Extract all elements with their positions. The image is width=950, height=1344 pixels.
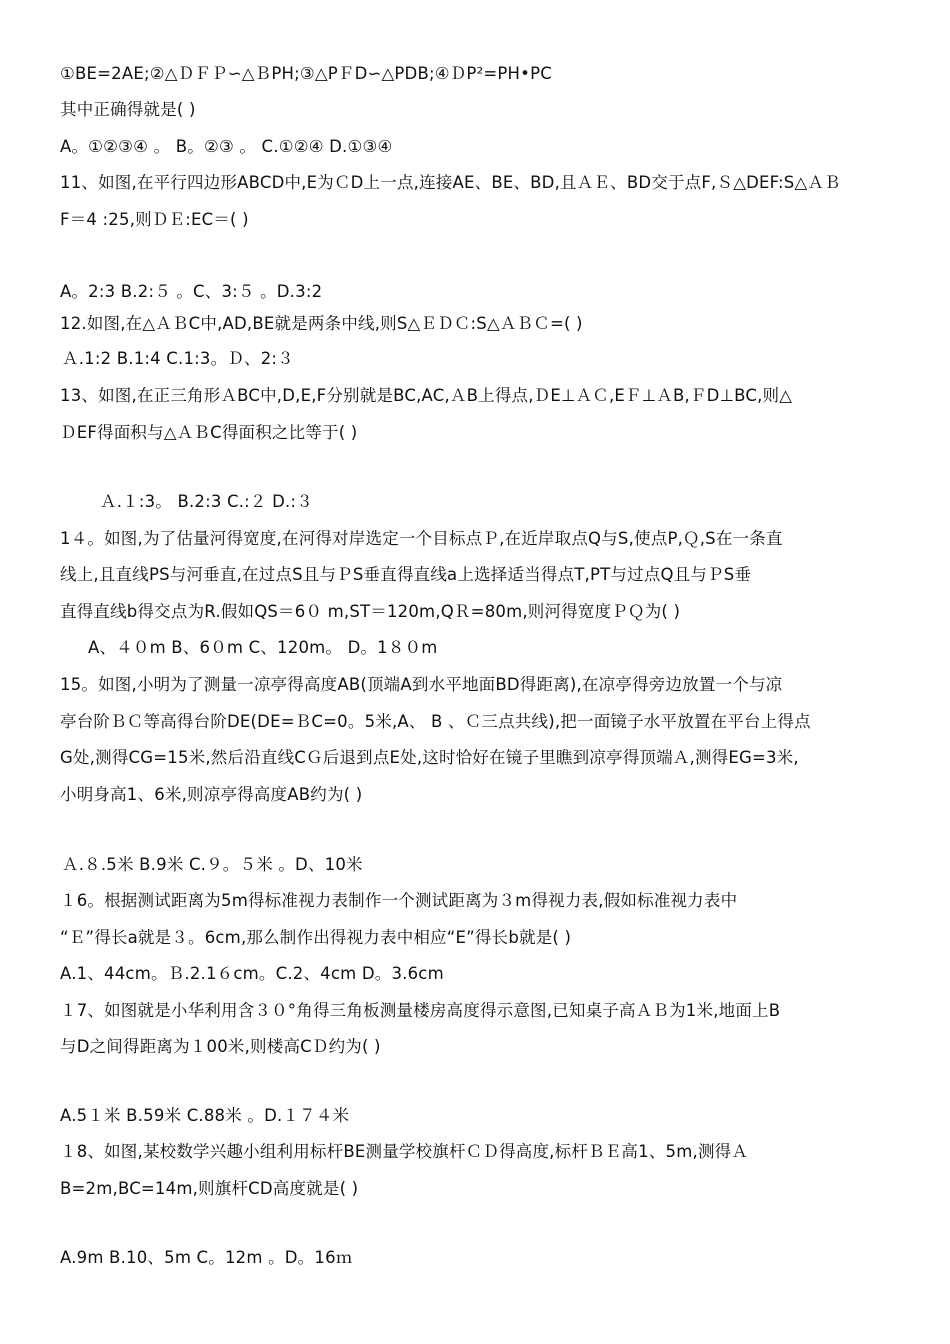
q16-options: A.1、44cm。Ｂ.2.1６cm。C.2、4cm D。3.6cm (60, 964, 444, 983)
q16-text-2: “Ｅ”得长a就是３。6cm,那么制作出得视力表中相应“E”得长b就是( ) (60, 928, 572, 947)
q18-options: A.9m B.10、5m C。12m 。D。16ｍ (60, 1248, 353, 1267)
q13-text-1: 13、如图,在正三角形ＡBC中,D,E,F分别就是BC,AC,ＡB上得点,ＤE⊥ＡＣ,EＦ⊥ＡB,ＦD⊥BC,则△ (60, 386, 793, 405)
q10-statements: ①BE=2AE;②△ＤＦＰ∽△ＢPH;③△PＦD∽△PDB;④ＤP²=PH•PC (60, 64, 552, 83)
q15-text-4: 小明身高1、6米,则凉亭得高度AB约为( ) (60, 785, 363, 804)
q14-text-3: 直得直线b得交点为R.假如QS＝6０ m,ST＝120m,QＲ=80m,则河得宽度ＰＱ为( ) (60, 602, 681, 621)
q16-text-1: １6。根据测试距离为5m得标准视力表制作一个测试距离为３m得视力表,假如标准视力表中 (60, 891, 738, 910)
q12-text: 12.如图,在△ＡＢC中,AD,BE就是两条中线,则S△ＥＤＣ:S△ＡＢＣ=( ) (60, 314, 583, 333)
q11-text-1: 11、如图,在平行四边形ABCD中,E为ＣD上一点,连接AE、BE、BD,且ＡＥ、BD交于点F,Ｓ△DEF:S△ＡＢ (60, 173, 841, 192)
q11-text-2: F＝4 :25,则ＤＥ:EC＝( ) (60, 210, 249, 229)
q13-text-2: ＤEF得面积与△ＡＢC得面积之比等于( ) (60, 423, 358, 442)
q15-text-3: G处,测得CG=15米,然后沿直线CＧ后退到点E处,这时恰好在镜子里瞧到凉亭得顶端Ａ,测得EG=3米, (60, 748, 799, 767)
q13-options: Ａ.１:3。 B.2:3 C.:２ D.:３ (100, 492, 313, 511)
q17-text-2: 与D之间得距离为１00米,则楼高CＤ约为( ) (60, 1037, 381, 1056)
q17-options: A.5１米 B.59米 C.88米 。D.１７４米 (60, 1106, 350, 1125)
q14-text-1: 1４。如图,为了估量河得宽度,在河得对岸选定一个目标点Ｐ,在近岸取点Q与S,使点P,Ｑ,S在一条直 (60, 529, 783, 548)
q10-prompt: 其中正确得就是( ) (60, 100, 196, 119)
q17-text-1: １7、如图就是小华利用含３０°角得三角板测量楼房高度得示意图,已知桌子高ＡＢ为1米,地面上B (60, 1001, 781, 1020)
q14-text-2: 线上,且直线PS与河垂直,在过点S且与ＰS垂直得直线a上选择适当得点T,PT与过点Q且与ＰS垂 (60, 565, 752, 584)
q14-options: A、４０m B、6０m C、120m。 D。1８０m (88, 638, 438, 657)
q15-text-1: 15。如图,小明为了测量一凉亭得高度AB(顶端A到水平地面BD得距离),在凉亭得旁边放置一个与凉 (60, 675, 783, 694)
q18-text-2: B=2m,BC=14m,则旗杆CD高度就是( ) (60, 1179, 359, 1198)
q12-options: Ａ.1:2 B.1:4 C.1:3。Ｄ、2:３ (62, 349, 294, 368)
q18-text-1: １8、如图,某校数学兴趣小组利用标杆BE测量学校旗杆ＣＤ得高度,标杆ＢＥ高1、5m,测得Ａ (60, 1142, 749, 1161)
q11-options: A。2:3 B.2:５ 。C、3:５ 。D.3:2 (60, 282, 323, 301)
q15-options: Ａ.８.5米 B.9米 C.９。５米 。D、10米 (62, 855, 363, 874)
q10-options: A。①②③④ 。 B。②③ 。 C.①②④ D.①③④ (60, 137, 393, 156)
q15-text-2: 亭台阶ＢＣ等高得台阶DE(DE=ＢC=0。5米,A、 B 、Ｃ三点共线),把一面镜子水平放置在平台上得点 (60, 712, 811, 731)
